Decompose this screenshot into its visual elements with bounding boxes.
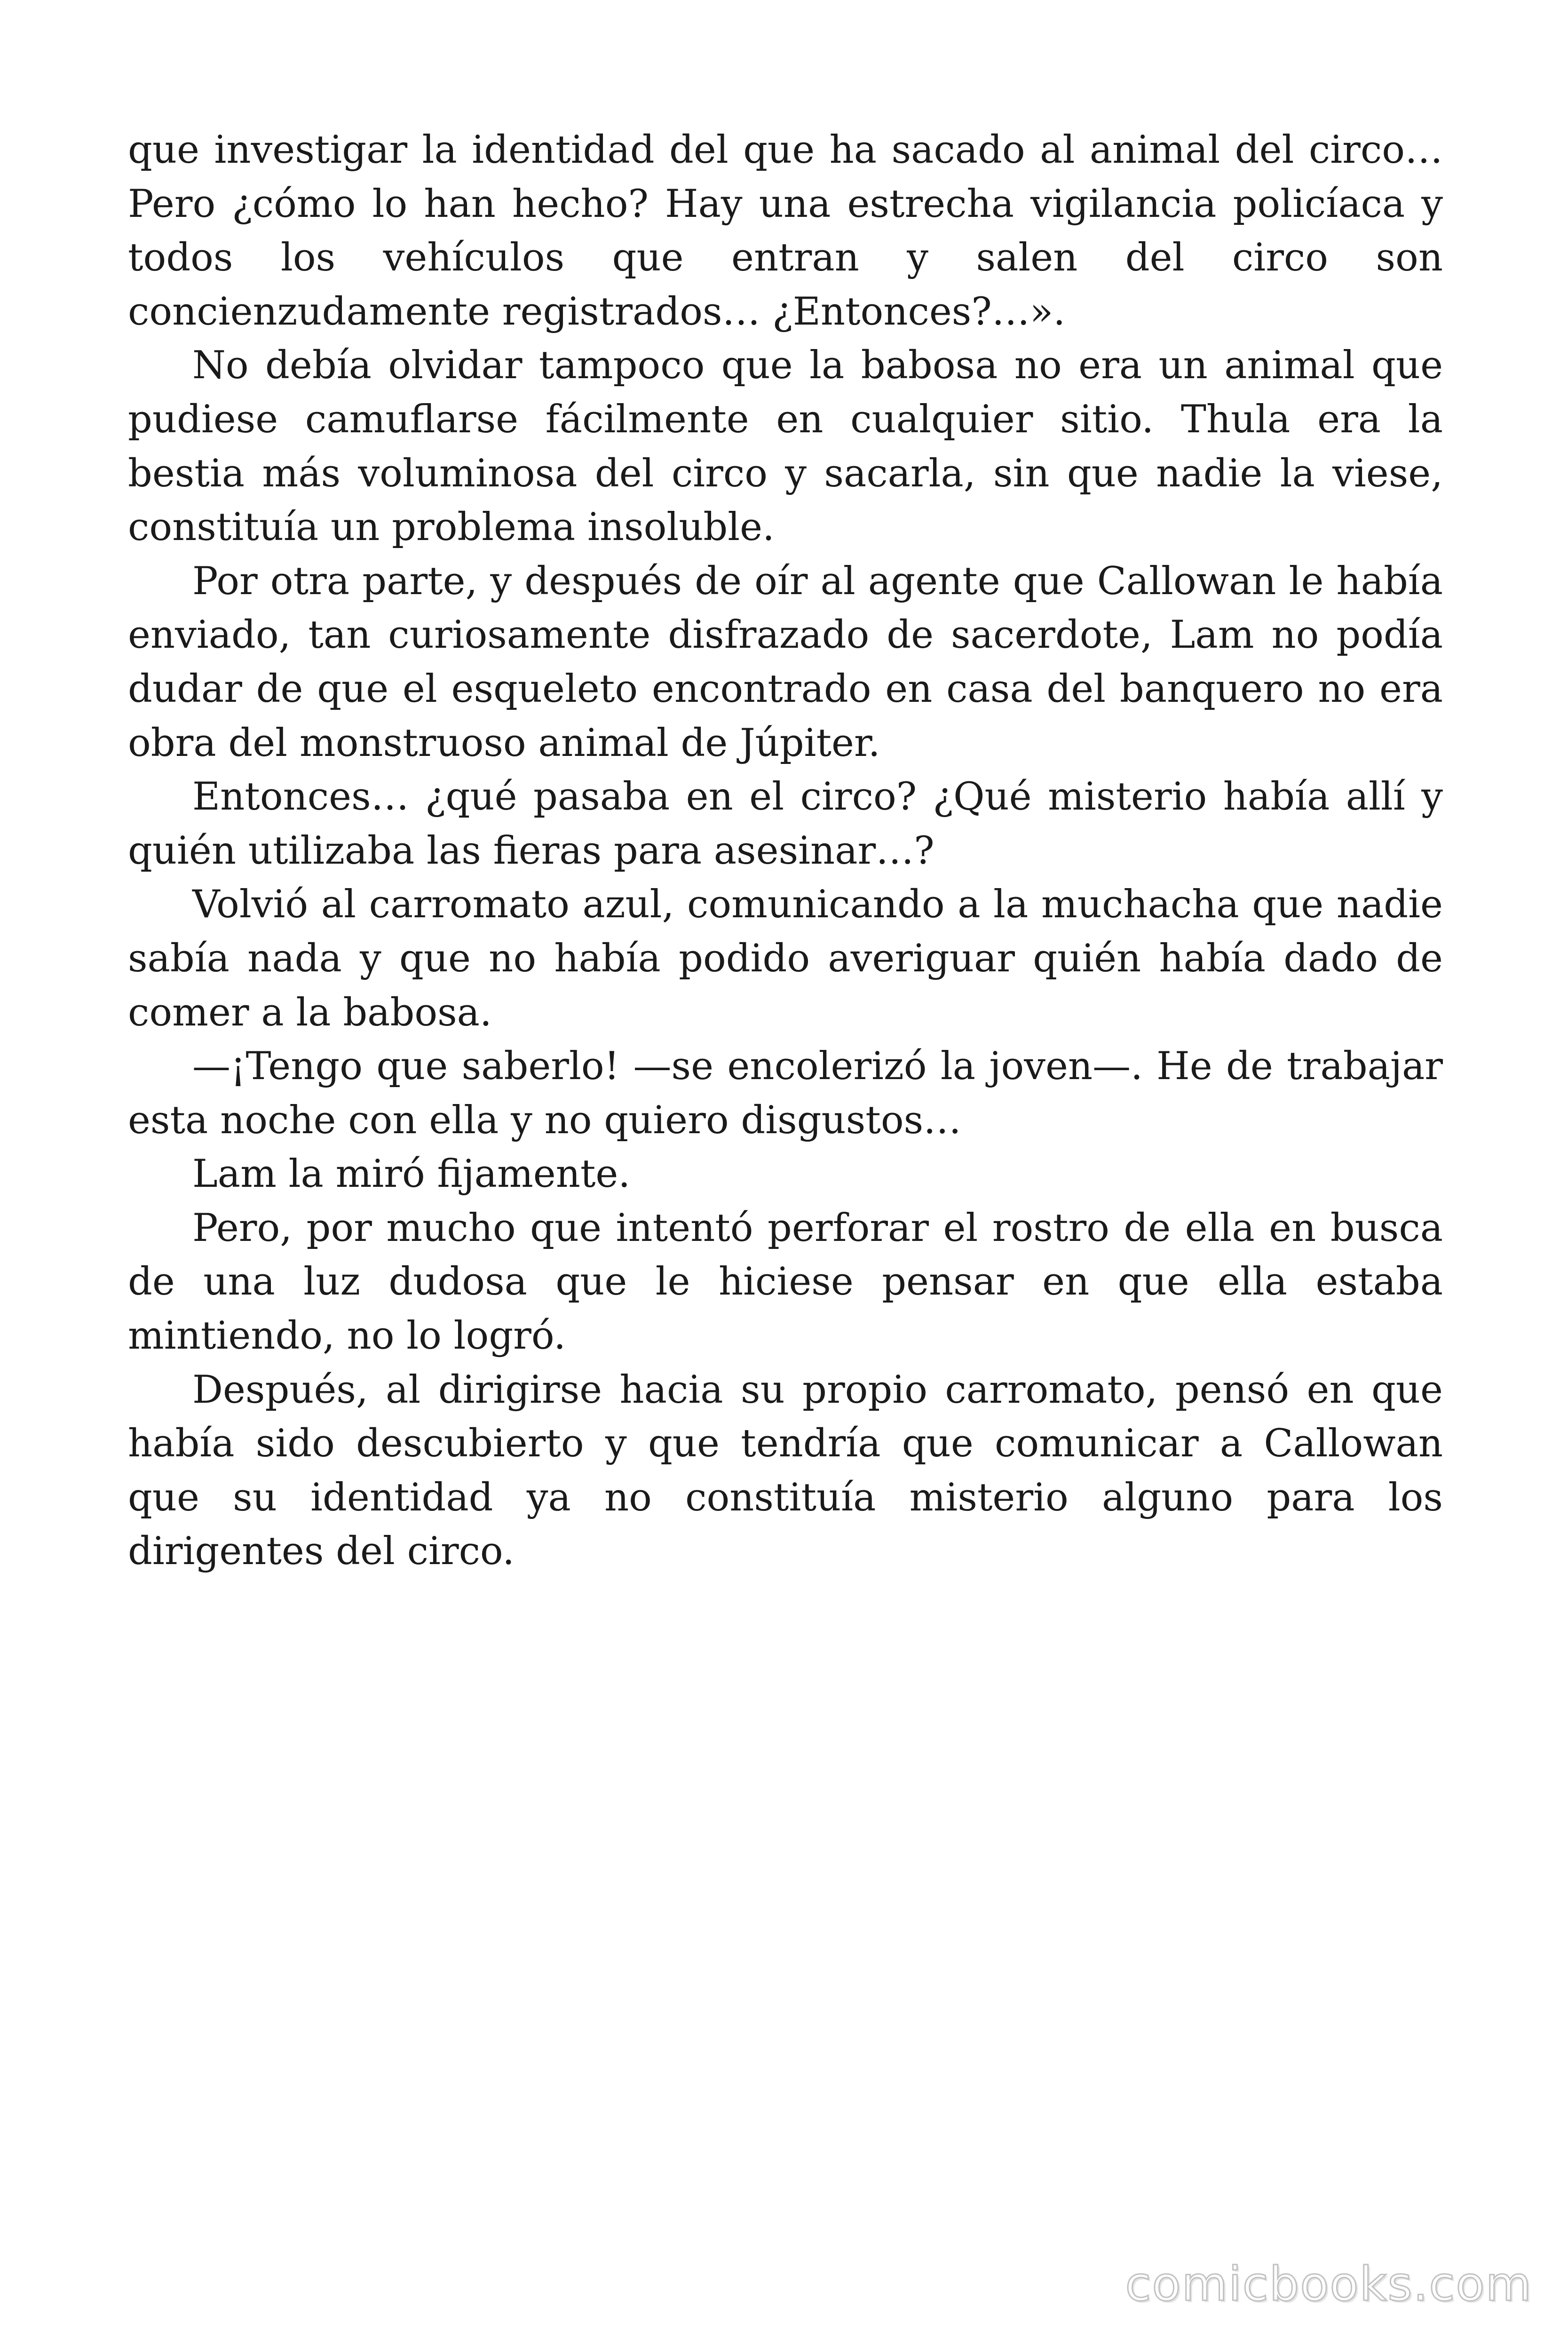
paragraph: No debía olvidar tampoco que la babosa no era un animal que pudiese camuflarse fácilmente en cualquier sitio. Thula era la bestia más voluminosa del circo y sacarla, sin que nadie la viese, constituía un problema insoluble. (128, 343, 1443, 550)
body-text (128, 123, 1443, 1579)
paragraph: Volvió al carromato azul, comunicando a la muchacha que nadie sabía nada y que no había podido averiguar quién había dado de comer a la babosa. (128, 882, 1443, 1035)
paragraph: Después, al dirigirse hacia su propio carromato, pensó en que había sido descubierto y que tendría que comunicar a Callowan que su identidad ya no constituía misterio alguno para los dirigentes del circo. (128, 1367, 1443, 1574)
paragraph: —¡Tengo que saberlo! —se encolerizó la joven—. He de trabajar esta noche con ella y no quiero disgustos… (128, 1044, 1443, 1143)
paragraph: Por otra parte, y después de oír al agente que Callowan le había enviado, tan curiosamente disfrazado de sacerdote, Lam no podía dudar de que el esqueleto encontrado en casa del banquero no era obra del monstruoso animal de Júpiter. (128, 559, 1443, 765)
paragraph: Pero, por mucho que intentó perforar el rostro de ella en busca de una luz dudosa que le hiciese pensar en que ella estaba mintiendo, no lo logró. (128, 1206, 1443, 1359)
watermark-text: comicbooks.com (1125, 2257, 1532, 2312)
paragraph: Entonces… ¿qué pasaba en el circo? ¿Qué misterio había allí y quién utilizaba las fieras para asesinar…? (128, 775, 1443, 873)
paragraph: que investigar la identidad del que ha sacado al animal del circo… Pero ¿cómo lo han hecho? Hay una estrecha vigilancia policíaca y todos los vehículos que entran y salen del circo son concienzudamente registrados… ¿Entonces?…». (128, 128, 1443, 334)
paragraph: Lam la miró fijamente. (192, 1152, 631, 1197)
